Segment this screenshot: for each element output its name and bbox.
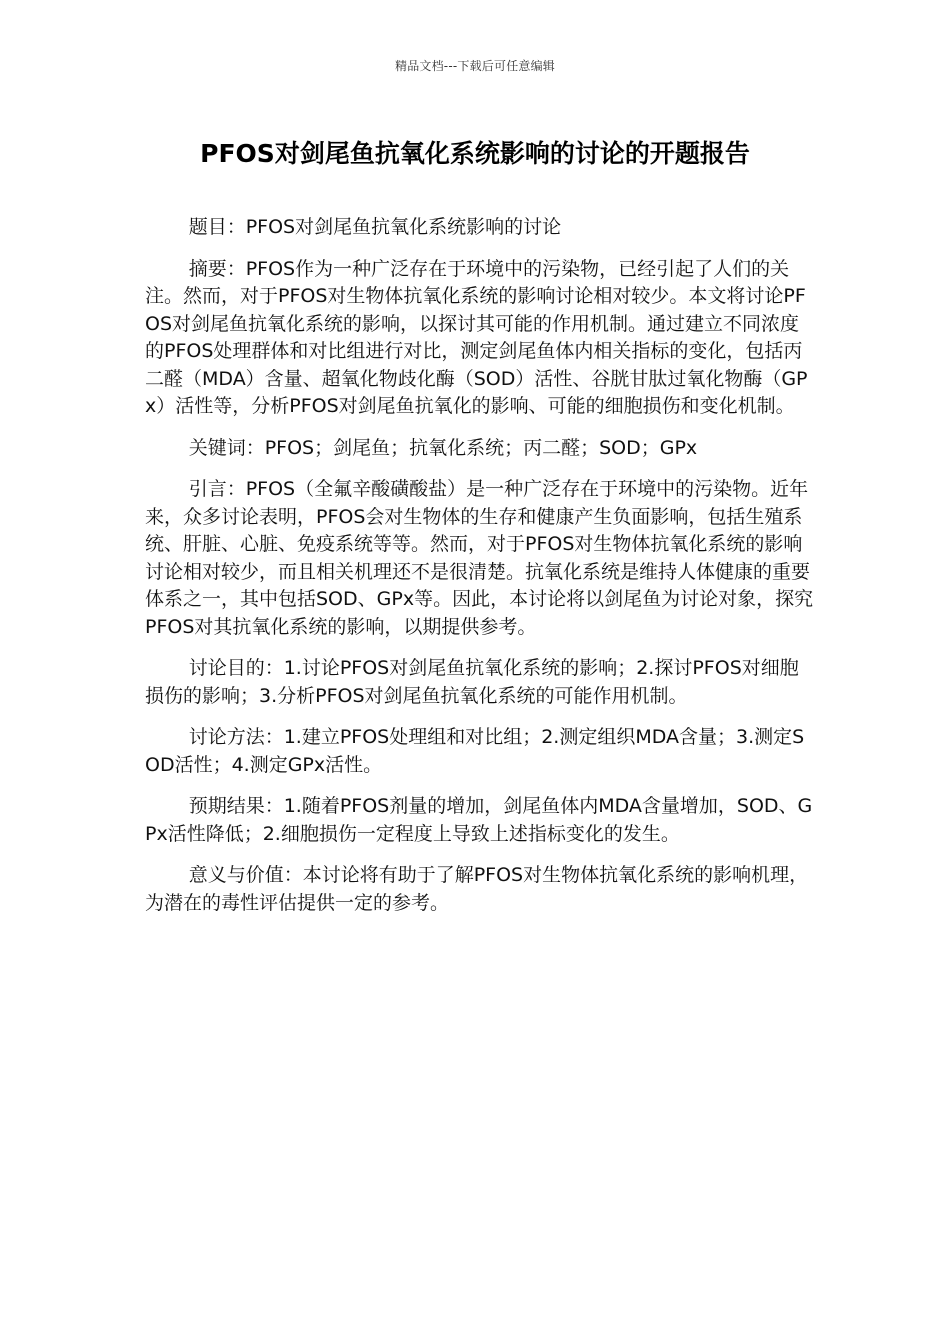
paragraph-introduction: 引言：PFOS（全氟辛酸磺酸盐）是一种广泛存在于环境中的污染物。近年来，众多讨论表明，PFOS会对生物体的生存和健康产生负面影响，包括生殖系统、肝脏、心脏、免疫系统等等。然而，对于PFOS对生物体抗氧化系统的影响讨论相对较少，而且相关机理还不是很清楚。抗氧化系统是维持人体健康的重要体系之一，其中包括SOD、GPx等。因此，本讨论将以剑尾鱼为讨论对象，探究PFOS对其抗氧化系统的影响，以期提供参考。: [145, 478, 814, 638]
paragraph-significance: 意义与价值：本讨论将有助于了解PFOS对生物体抗氧化系统的影响机理，为潜在的毒性评估提供一定的参考。: [145, 864, 809, 914]
paragraph-expected-results: 预期结果：1.随着PFOS剂量的增加，剑尾鱼体内MDA含量增加，SOD、GPx活性降低；2.细胞损伤一定程度上导致上述指标变化的发生。: [145, 795, 813, 845]
paragraph-objectives: 讨论目的：1.讨论PFOS对剑尾鱼抗氧化系统的影响；2.探讨PFOS对细胞损伤的影响；3.分析PFOS对剑尾鱼抗氧化系统的可能作用机制。: [145, 657, 799, 707]
document-body: [145, 214, 817, 931]
paragraph-topic: 题目：PFOS对剑尾鱼抗氧化系统影响的讨论: [188, 216, 562, 238]
paragraph-methods: 讨论方法：1.建立PFOS处理组和对比组；2.测定组织MDA含量；3.测定SOD活性；4.测定GPx活性。: [145, 726, 805, 776]
document-title: PFOS对剑尾鱼抗氧化系统影响的讨论的开题报告: [200, 139, 750, 168]
page-header: 精品文档---下载后可任意编辑: [395, 59, 555, 73]
paragraph-keywords: 关键词：PFOS；剑尾鱼；抗氧化系统；丙二醛；SOD；GPx: [188, 436, 698, 459]
paragraph-abstract: 摘要：PFOS作为一种广泛存在于环境中的污染物，已经引起了人们的关注。然而，对于PFOS对生物体抗氧化系统的影响讨论相对较少。本文将讨论PFOS对剑尾鱼抗氧化系统的影响，以探讨其可能的作用机制。通过建立不同浓度的PFOS处理群体和对比组进行对比，测定剑尾鱼体内相关指标的变化，包括丙二醛（MDA）含量、超氧化物歧化酶（SOD）活性、谷胱甘肽过氧化物酶（GPx）活性等，分析PFOS对剑尾鱼抗氧化的影响、可能的细胞损伤和变化机制。: [145, 257, 808, 417]
